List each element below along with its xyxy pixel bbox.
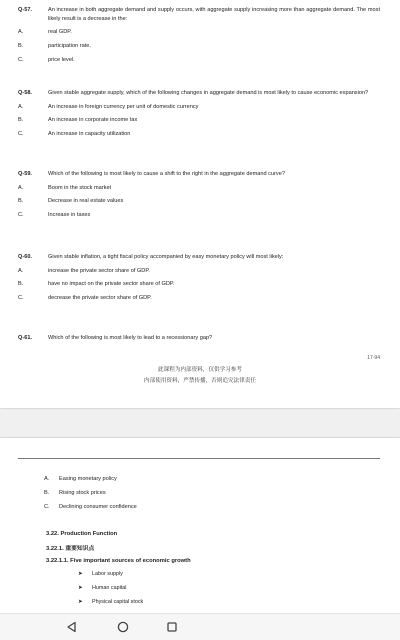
- triangle-back-icon: [66, 621, 78, 633]
- question-58: [18, 89, 380, 139]
- question-number: Q-58.: [18, 90, 32, 96]
- option-text: decrease the private sector share of GDP.: [48, 294, 152, 301]
- arrow-bullet-icon: ➤: [78, 571, 83, 577]
- bullet-item: [78, 571, 123, 577]
- question-text: Which of the following is most likely to cause a shift to the right in the aggregate demand curve?: [48, 171, 285, 177]
- answer-option: [18, 294, 380, 303]
- question-text: Which of the following is most likely to lead to a recessionary gap?: [48, 335, 213, 341]
- option-letter: A.: [18, 103, 24, 110]
- footer-line-1: 此课程为内部资料，仅供学习参考: [158, 367, 242, 373]
- question-text: An increase in both aggregate demand and supply occurs, with aggregate supply increasing more than aggregate demand. The most likely result is a decrease in the:: [48, 7, 380, 22]
- question-60: [18, 253, 380, 303]
- option-letter: C.: [44, 504, 50, 510]
- question-number: Q-59.: [18, 171, 32, 177]
- option-letter: A.: [18, 184, 24, 191]
- option-text: participation rate.: [48, 42, 91, 49]
- option-letter: A.: [44, 476, 50, 482]
- option-letter: C.: [18, 56, 24, 63]
- option-text: An increase in corporate income tax: [48, 117, 138, 124]
- option-text: Boom in the stock market: [48, 184, 112, 191]
- question-number: Q-61.: [18, 335, 32, 341]
- bullet-item: [78, 585, 126, 591]
- answer-option: [44, 490, 106, 496]
- option-letter: B.: [18, 198, 24, 205]
- option-letter: C.: [18, 130, 24, 137]
- answer-option: [18, 211, 380, 220]
- option-letter: B.: [18, 42, 24, 49]
- option-letter: C.: [18, 211, 24, 218]
- answer-option: [18, 28, 380, 37]
- bullet-text: Labor supply: [92, 571, 123, 577]
- answer-option: [18, 197, 380, 206]
- document-page-2: [0, 438, 400, 613]
- option-letter: B.: [18, 117, 24, 124]
- option-letter: B.: [44, 490, 50, 496]
- arrow-bullet-icon: ➤: [78, 599, 83, 605]
- arrow-bullet-icon: ➤: [78, 585, 83, 591]
- bullet-item: [78, 599, 143, 605]
- question-61: [18, 334, 380, 343]
- option-text: increase the private sector share of GDP.: [48, 267, 150, 274]
- bullet-text: Physical capital stock: [92, 599, 144, 605]
- question-59: [18, 170, 380, 220]
- bullet-text: Human capital: [92, 585, 127, 591]
- option-text: real GDP.: [48, 29, 72, 36]
- option-text: Declining consumer confidence: [59, 504, 137, 510]
- option-text: Easing monetary policy: [59, 476, 117, 482]
- answer-option: [18, 280, 380, 289]
- option-letter: B.: [18, 281, 24, 288]
- answer-option: [18, 42, 380, 51]
- option-text: have no impact on the private sector share of GDP.: [48, 281, 175, 288]
- recents-button[interactable]: [164, 620, 180, 634]
- page-number: 17-94: [367, 355, 380, 361]
- option-text: price level.: [48, 56, 75, 63]
- circle-home-icon: [117, 621, 129, 633]
- home-button[interactable]: [115, 620, 131, 634]
- option-letter: C.: [18, 294, 24, 301]
- question-text: Given stable aggregate supply, which of the following changes in aggregate demand is most likely to cause economic expansion?: [48, 90, 369, 96]
- back-button[interactable]: [64, 620, 80, 634]
- option-text: An increase in capacity utilization: [48, 130, 131, 137]
- footer-line-2: 内部使用资料，严禁传播，否则追究法律责任: [144, 378, 256, 384]
- section-heading: 3.22. Production Function: [46, 531, 118, 537]
- answer-option: [18, 56, 380, 65]
- question-number: Q-57.: [18, 7, 32, 13]
- option-text: An increase in foreign currency per unit of domestic currency: [48, 103, 199, 110]
- answer-option: [18, 116, 380, 125]
- answer-option: [44, 504, 137, 510]
- answer-option: [18, 103, 380, 112]
- subsubsection-heading: 3.22.1.1. Five important sources of economic growth: [46, 558, 191, 564]
- question-57: [18, 6, 380, 64]
- subsection-heading: 3.22.1. 重要知识点: [46, 546, 95, 552]
- option-text: Rising stock prices: [59, 490, 106, 496]
- answer-option: [18, 267, 380, 276]
- page-divider: [18, 458, 380, 459]
- option-letter: A.: [18, 267, 24, 274]
- option-letter: A.: [18, 29, 24, 36]
- question-text: Given stable inflation, a tight fiscal policy accompanied by easy monetary policy will most likely:: [48, 254, 284, 260]
- option-text: Increase in taxes: [48, 211, 91, 218]
- option-text: Decrease in real estate values: [48, 198, 124, 205]
- android-navigation-bar: [0, 613, 400, 640]
- answer-option: [18, 130, 380, 139]
- answer-option: [44, 476, 117, 482]
- square-recents-icon: [166, 621, 178, 633]
- question-number: Q-60.: [18, 254, 32, 260]
- answer-option: [18, 184, 380, 193]
